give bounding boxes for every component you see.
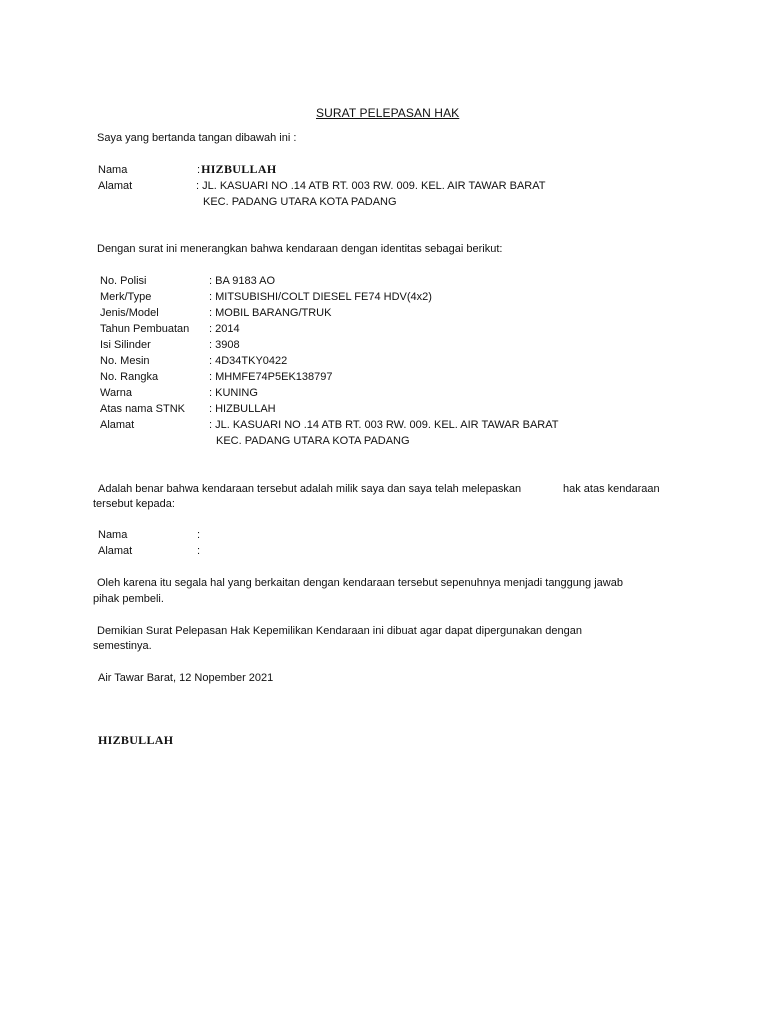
closing-line1: Demikian Surat Pelepasan Hak Kepemilikan Kendaraan ini dibuat agar dapat dipergunakan dengan [97,625,582,637]
signatory-name: HIZBULLAH [98,733,174,747]
owner-name-value: HIZBULLAH [201,162,277,176]
vehicle-value: : 3908 [209,339,240,351]
responsibility-line2: pihak pembeli. [93,593,164,605]
recipient-address-label: Alamat [98,545,133,557]
vehicle-label: Isi Silinder [100,339,151,351]
owner-name-row [197,162,276,177]
vehicle-value: : 2014 [209,323,240,335]
vehicle-value: : MITSUBISHI/COLT DIESEL FE74 HDV(4x2) [209,291,432,303]
vehicle-label: Atas nama STNK [100,403,185,415]
vehicle-label: Alamat [100,419,135,431]
vehicle-value: : MOBIL BARANG/TRUK [209,307,332,319]
owner-address-line2: KEC. PADANG UTARA KOTA PADANG [203,196,397,208]
vehicle-value: : KUNING [209,387,258,399]
intro-text: Saya yang bertanda tangan dibawah ini : [97,132,297,144]
recipient-name-label: Nama [98,529,128,541]
vehicle-value: : 4D34TKY0422 [209,355,288,367]
vehicle-label: Merk/Type [100,291,152,303]
vehicle-label: No. Rangka [100,371,159,383]
recipient-name-colon: : [197,529,201,541]
recipient-address-colon: : [197,545,201,557]
vehicle-label: Warna [100,387,132,399]
vehicle-label: No. Mesin [100,355,150,367]
vehicle-value: : MHMFE74P5EK138797 [209,371,333,383]
place-date: Air Tawar Barat, 12 Nopember 2021 [98,672,274,684]
owner-address-line1: : JL. KASUARI NO .14 ATB RT. 003 RW. 009. KEL. AIR TAWAR BARAT [196,180,546,192]
closing-line2: semestinya. [93,640,152,652]
vehicle-value: : HIZBULLAH [209,403,276,415]
vehicle-value: : JL. KASUARI NO .14 ATB RT. 003 RW. 009. KEL. AIR TAWAR BARAT [209,419,559,431]
vehicle-label: Jenis/Model [100,307,159,319]
document-title: SURAT PELEPASAN HAK [316,106,460,120]
statement-line1b: hak atas kendaraan [563,483,660,495]
vehicle-label: Tahun Pembuatan [100,323,190,335]
vehicle-address-line2: KEC. PADANG UTARA KOTA PADANG [216,435,410,447]
owner-address-label: Alamat [98,180,133,192]
vehicle-intro: Dengan surat ini menerangkan bahwa kendaraan dengan identitas sebagai berikut: [97,243,503,255]
owner-name-colon: : [197,164,201,176]
statement-line1a: Adalah benar bahwa kendaraan tersebut adalah milik saya dan saya telah melepaskan [98,483,522,495]
vehicle-value: : BA 9183 AO [209,275,276,287]
statement-line2: tersebut kepada: [93,498,175,510]
responsibility-line1: Oleh karena itu segala hal yang berkaitan dengan kendaraan tersebut sepenuhnya menjadi tanggung jawab [97,577,623,589]
vehicle-label: No. Polisi [100,275,147,287]
owner-name-label: Nama [98,164,128,176]
